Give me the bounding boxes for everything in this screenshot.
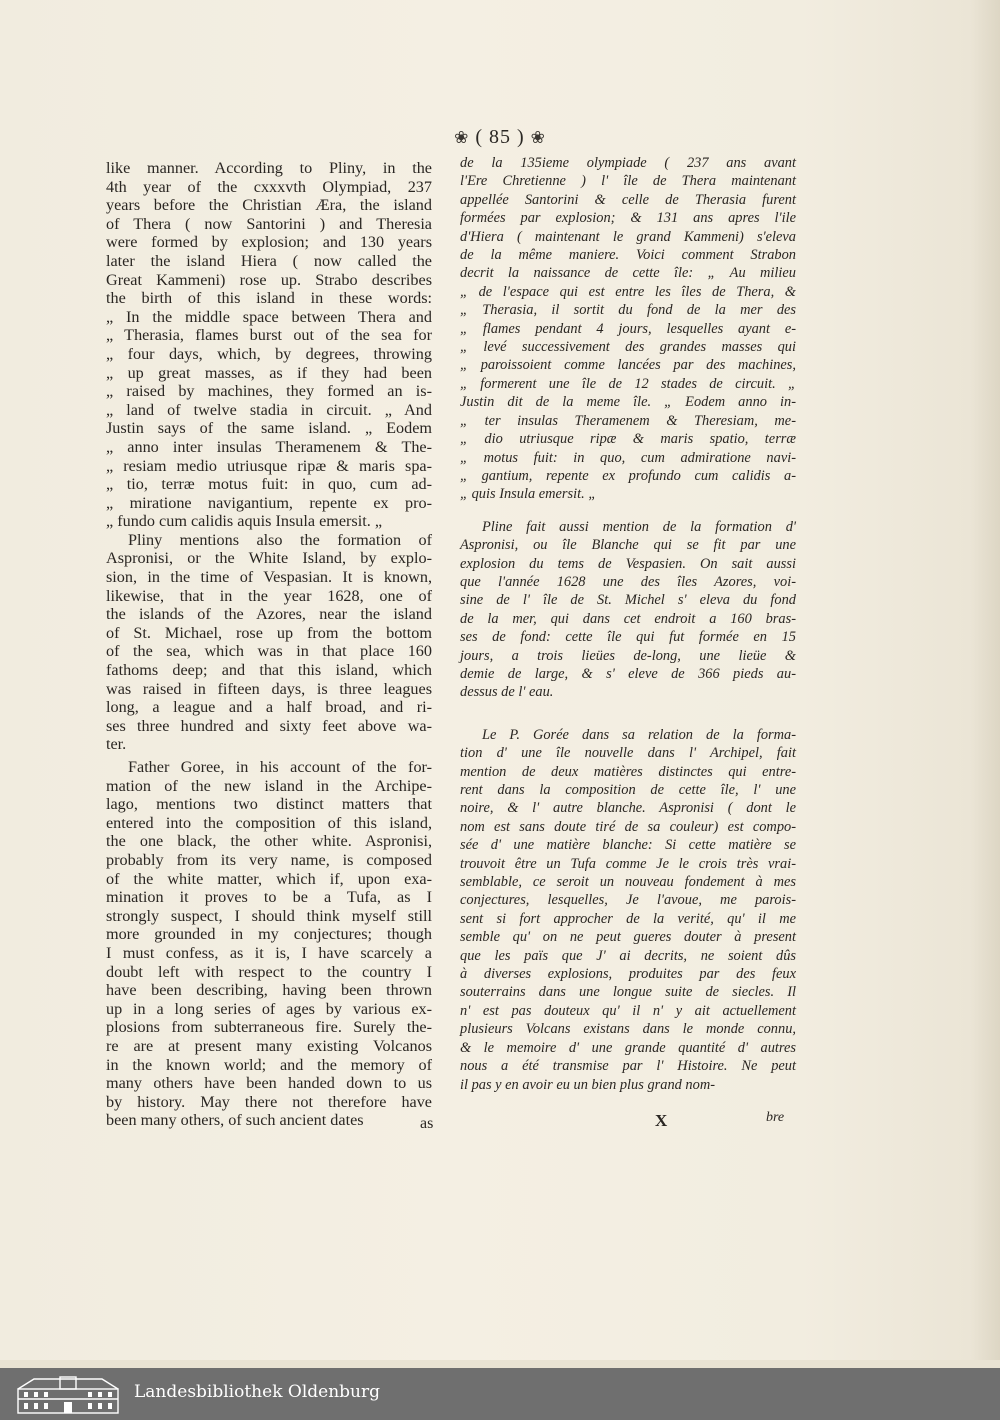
text-line: was raised in fifteen days, is three leagues [106, 679, 432, 698]
text-line: „ flames pendant 4 jours, lesquelles ayant e- [460, 320, 796, 337]
text-line: à diverses explosions, produites par des feux [460, 966, 796, 983]
text-line: „ dio utriusque ripæ & maris spatio, terræ [460, 431, 796, 448]
text-line: trouvoit être un Tufa comme Je le crois très vrai- [460, 855, 796, 872]
library-name: Landesbibliothek Oldenburg [134, 1382, 381, 1402]
text-line: de la même maniere. Voici comment Strabon [460, 247, 796, 264]
text-line: mination it proves to be a Tufa, as I [106, 888, 432, 907]
text-line: mation of the new island in the Archipe- [106, 776, 432, 795]
page-number: ( 85 ) [475, 126, 525, 148]
text-line: „ paroissoient comme lancées par des machines, [460, 357, 796, 374]
text-line: explosion du tems de Vespasien. On sait aussi [460, 555, 796, 572]
text-line: ter. [106, 735, 127, 754]
text-line: n' est pas douteux qu' il n' y ait actuellement [460, 1002, 796, 1019]
english-paragraph-2 [106, 531, 432, 754]
text-line: sine de l' île de St. Michel s' eleva du fond [460, 592, 796, 609]
text-line: „ tio, terræ motus fuit: in quo, cum ad- [106, 475, 432, 494]
text-line: Le P. Gorée dans sa relation de la forma- [482, 726, 796, 743]
text-line: semblable, ce seroit un nouveau fondement à mes [460, 874, 796, 891]
english-paragraph-1 [106, 159, 432, 531]
text-line: „ four days, which, by degrees, throwing [106, 344, 432, 363]
text-line: the birth of this island in these words: [106, 289, 432, 308]
text-line: demie de large, & s' eleve de 366 pieds au- [460, 665, 796, 682]
text-line: strongly suspect, I should think myself still [106, 906, 432, 925]
text-line: likewise, that in the year 1628, one of [106, 586, 432, 605]
text-line: dessus de l' eau. [460, 684, 554, 701]
text-line: were formed by explosion; and 130 years [106, 233, 432, 252]
text-line: de la mer, qui dans cet endroit a 160 bras- [460, 610, 796, 627]
text-line: jours, a trois lieües de-long, une lieüe & [460, 647, 796, 664]
text-line: Pline fait aussi mention de la formation d' [482, 518, 796, 535]
text-line: conjectures, lesquelles, Je l'avoue, me parois- [460, 892, 796, 909]
text-line: appellée Santorini & celle de Therasia furent [460, 191, 796, 208]
text-line: que l'année 1628 une des îles Azores, voi- [460, 573, 796, 590]
text-line: in the known world; and the memory of [106, 1055, 432, 1074]
signature-mark: X [655, 1111, 668, 1130]
text-line: „ up great masses, as if they had been [106, 363, 432, 382]
text-line: „ levé successivement des grandes masses qui [460, 339, 796, 356]
text-line: „ motus fuit: in quo, cum admiratione navi- [460, 449, 796, 466]
ornament-left-icon: ❀ [454, 128, 470, 147]
text-line: fathoms deep; and that this island, which [106, 661, 432, 680]
text-line: 4th year of the cxxxvth Olympiad, 237 [106, 177, 432, 196]
text-line: formées par explosion; & 131 ans apres l'ile [460, 210, 796, 227]
text-line: nous a été transmise par l' Histoire. Ne peut [460, 1058, 796, 1075]
text-line: of Thera ( now Santorini ) and Theresia [106, 214, 432, 233]
text-line: have been describing, having been thrown [106, 981, 432, 1000]
text-line: sée d' une matière blanche: Si cette matière se [460, 837, 796, 854]
text-line: souterrains dans une longue suite de siecles. Il [460, 984, 796, 1001]
text-line: l'Ere Chretienne ) l' île de Thera maintenant [460, 173, 796, 190]
english-catchword: as [420, 1115, 434, 1132]
text-line: „ Therasia, flames burst out of the sea for [106, 326, 432, 345]
text-line: „ In the middle space between Thera and [106, 307, 432, 326]
text-line: nom est sans doute tiré de sa couleur) est compo- [460, 818, 796, 835]
text-line: mention de deux matières distinctes qui entre- [460, 763, 796, 780]
text-line: years before the Christian Æra, the island [106, 196, 432, 215]
text-line: & le memoire d' une grande quantité d' autres [460, 1039, 796, 1056]
text-line: Justin dit de la meme île. „ Eodem anno in- [460, 394, 796, 411]
text-line: many others have been handed down to us [106, 1074, 432, 1093]
text-line: Father Goree, in his account of the for- [128, 758, 432, 776]
text-line: the one black, the other white. Aspronisi, [106, 832, 432, 851]
text-line: rent dans la composition de cette île, l' une [460, 782, 796, 798]
text-line: later the island Hiera ( now called the [106, 251, 432, 270]
text-line: „ gantium, repente ex profundo cum calidis a- [460, 467, 796, 484]
english-column [106, 159, 432, 1130]
page-header [0, 126, 1000, 149]
text-line: re are at present many existing Volcanos [106, 1036, 432, 1055]
french-paragraph-2 [460, 518, 796, 702]
text-line: „ quis Insula emersit. „ [460, 486, 597, 503]
text-line: „ fundo cum calidis aquis Insula emersit. „ [106, 512, 383, 531]
text-line: „ de l'espace qui est entre les îles de Thera, & [460, 283, 796, 300]
text-line: probably from its very name, is composed [106, 850, 432, 869]
english-paragraph-3 [106, 758, 432, 1130]
footer-bar [0, 1368, 1000, 1420]
text-line: Aspronisi, or the White Island, by explo- [106, 549, 432, 568]
text-line: sion, in the time of Vespasian. It is known, [106, 568, 432, 587]
text-line: I must confess, as it is, I have scarcely a [106, 943, 432, 962]
text-line: plosions from subterraneous fire. Surely the- [106, 1018, 432, 1037]
text-line: of the sea, which was in that place 160 [106, 642, 432, 661]
text-line: „ anno inter insulas Theramenem & The- [106, 437, 432, 456]
text-line: decrit la naissance de cette île: „ Au milieu [460, 265, 796, 282]
library-building-icon [14, 1375, 122, 1415]
text-line: plusieurs Volcans existans dans le monde connu, [460, 1021, 796, 1038]
text-line: „ Therasia, il sortit du fond de la mer des [460, 302, 796, 319]
text-line: lago, mentions two distinct matters that [106, 795, 432, 814]
french-catchword: bre [766, 1110, 785, 1125]
text-line: „ formerent une île de 12 stades de circuit. „ [460, 375, 796, 392]
ornament-right-icon: ❀ [530, 128, 546, 147]
french-paragraph-1 [460, 154, 796, 504]
text-line: „ ter insulas Theramenem & Theresiam, me- [460, 412, 796, 429]
text-line: tion d' une île nouvelle dans l' Archipel, fait [460, 745, 796, 762]
text-line: Justin says of the same island. „ Eodem [106, 419, 432, 438]
text-line: entered into the composition of this island, [106, 813, 432, 832]
french-paragraph-3 [460, 726, 796, 1094]
text-line: „ resiam medio utriusque ripæ & maris spa- [106, 456, 432, 475]
text-line: like manner. According to Pliny, in the [106, 159, 432, 177]
text-line: de la 135ieme olympiade ( 237 ans avant [460, 155, 796, 171]
text-line: que les païs que J' ai decrits, ne soient dûs [460, 947, 796, 964]
text-line: of the white matter, which if, upon exa- [106, 869, 432, 888]
text-line: up in a long series of ages by various ex- [106, 999, 432, 1018]
text-line: il pas y en avoir eu un bien plus grand nom- [460, 1076, 716, 1093]
text-line: long, a league and a half broad, and ri- [106, 698, 432, 717]
text-line: of St. Michael, rose up from the bottom [106, 623, 432, 642]
text-line: been many others, of such ancient dates [106, 1111, 364, 1130]
text-line: Aspronisi, ou île Blanche qui se fit par une [460, 537, 796, 554]
text-line: „ raised by machines, they formed an is- [106, 382, 432, 401]
text-line: d'Hiera ( maintenant le grand Kammeni) s'eleva [460, 228, 796, 245]
text-line: doubt left with respect to the country I [106, 962, 432, 981]
text-line: semble qu' on ne peut gueres douter à present [460, 929, 796, 946]
text-line: Great Kammeni) rose up. Strabo describes [106, 270, 432, 289]
text-line: by history. May there not therefore have [106, 1092, 432, 1111]
text-line: more grounded in my conjectures; though [106, 925, 432, 944]
text-line: „ land of twelve stadia in circuit. „ And [106, 400, 432, 419]
text-line: ses de fond: cette île qui fut formée en 15 [460, 629, 796, 646]
text-line: „ miratione navigantium, repente ex pro- [106, 493, 432, 512]
text-line: the islands of the Azores, near the island [106, 605, 432, 624]
text-line: Pliny mentions also the formation of [128, 530, 432, 549]
text-line: sent si fort approcher de la verité, qu' il me [460, 910, 796, 927]
text-line: ses three hundred and sixty feet above wa- [106, 716, 432, 735]
french-column [460, 154, 796, 1094]
text-line: noire, & l' autre blanche. Aspronisi ( dont le [460, 800, 796, 817]
